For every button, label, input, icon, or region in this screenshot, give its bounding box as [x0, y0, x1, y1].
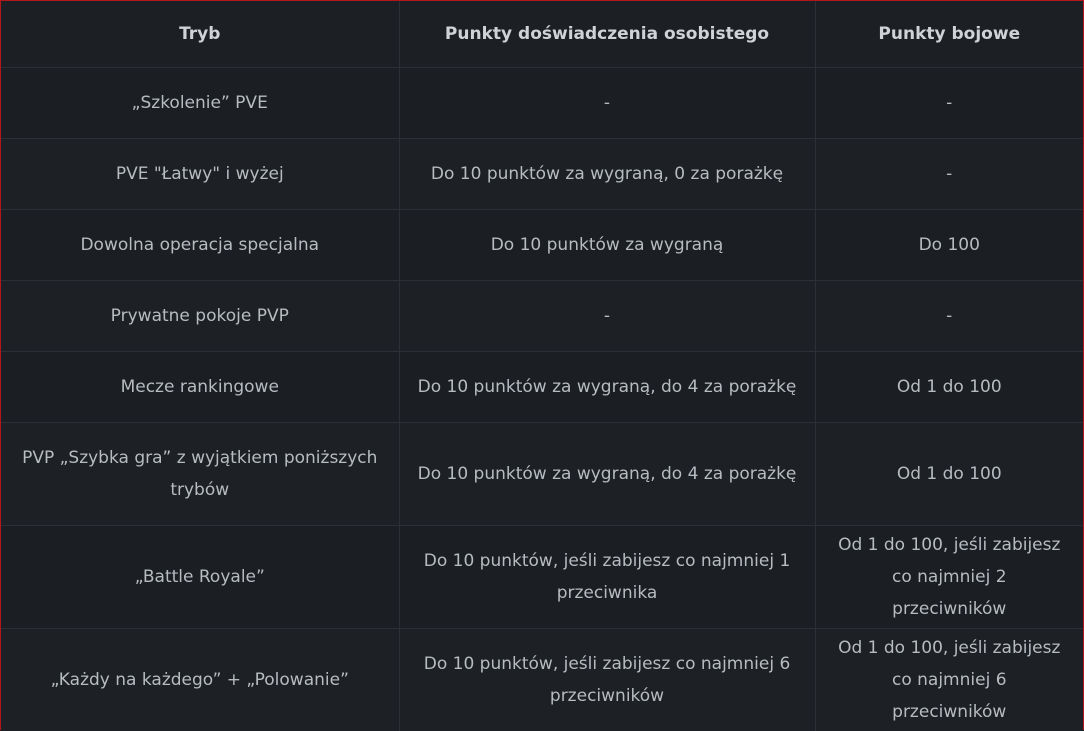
cell-battle-points: Do 100 [815, 209, 1083, 280]
cell-mode: Dowolna operacja specjalna [1, 209, 399, 280]
cell-personal-xp: Do 10 punktów za wygraną [399, 209, 815, 280]
cell-mode: „Każdy na każdego” + „Polowanie” [1, 628, 399, 731]
header-battle-points: Punkty bojowe [815, 1, 1083, 67]
table-header-row [1, 1, 1083, 67]
cell-personal-xp: Do 10 punktów za wygraną, 0 za porażkę [399, 138, 815, 209]
table-row [1, 138, 1083, 209]
table-row [1, 422, 1083, 525]
cell-battle-points: Od 1 do 100, jeśli zabijesz co najmniej 6 przeciwników [815, 628, 1083, 731]
header-mode: Tryb [1, 1, 399, 67]
header-personal-xp: Punkty doświadczenia osobistego [399, 1, 815, 67]
cell-personal-xp: Do 10 punktów, jeśli zabijesz co najmniej 1 przeciwnika [399, 525, 815, 628]
cell-mode: PVP „Szybka gra” z wyjątkiem poniższych trybów [1, 422, 399, 525]
cell-mode: PVE "Łatwy" i wyżej [1, 138, 399, 209]
cell-battle-points: Od 1 do 100 [815, 422, 1083, 525]
cell-battle-points: - [815, 280, 1083, 351]
cell-personal-xp: Do 10 punktów, jeśli zabijesz co najmniej 6 przeciwników [399, 628, 815, 731]
cell-personal-xp: - [399, 280, 815, 351]
cell-personal-xp: Do 10 punktów za wygraną, do 4 za porażkę [399, 422, 815, 525]
rewards-table [1, 1, 1083, 731]
cell-battle-points: - [815, 67, 1083, 138]
table-row [1, 628, 1083, 731]
cell-mode: Prywatne pokoje PVP [1, 280, 399, 351]
cell-personal-xp: Do 10 punktów za wygraną, do 4 za porażkę [399, 351, 815, 422]
cell-personal-xp: - [399, 67, 815, 138]
cell-battle-points: - [815, 138, 1083, 209]
cell-mode: Mecze rankingowe [1, 351, 399, 422]
table-row [1, 67, 1083, 138]
table-row [1, 280, 1083, 351]
cell-battle-points: Od 1 do 100, jeśli zabijesz co najmniej 2 przeciwników [815, 525, 1083, 628]
cell-mode: „Battle Royale” [1, 525, 399, 628]
cell-mode: „Szkolenie” PVE [1, 67, 399, 138]
table-row [1, 351, 1083, 422]
table-row [1, 209, 1083, 280]
cell-battle-points: Od 1 do 100 [815, 351, 1083, 422]
table-row [1, 525, 1083, 628]
